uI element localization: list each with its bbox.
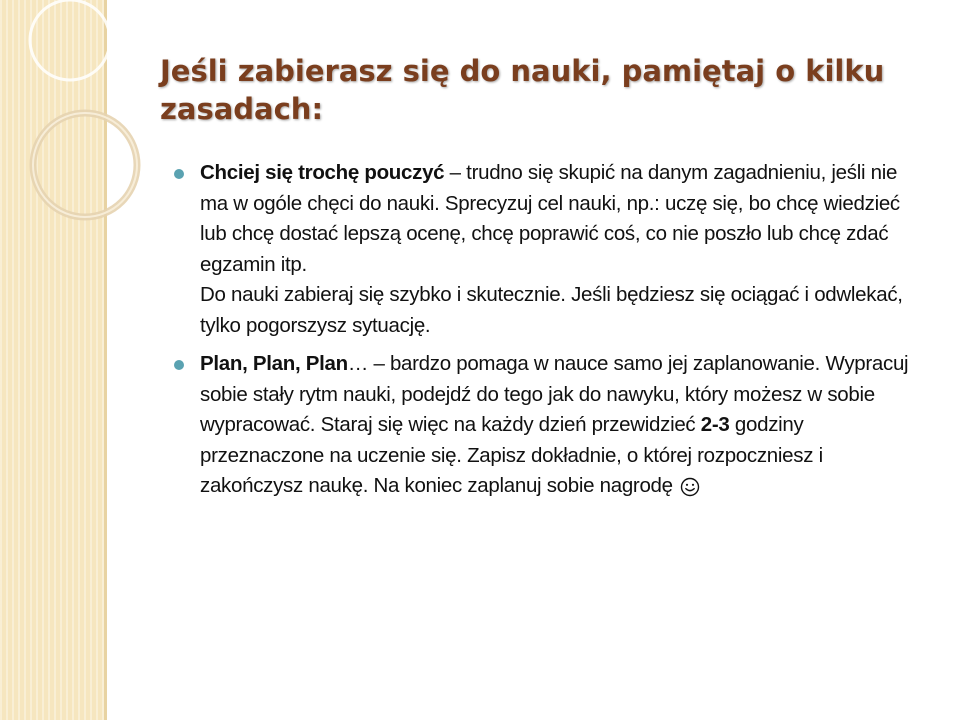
bullet-dot-icon xyxy=(174,169,184,179)
ring-bottom-inner xyxy=(33,113,137,217)
bullet-item-motivation xyxy=(174,158,930,341)
bullet-lead: Chciej się trochę pouczyć xyxy=(200,161,445,184)
decorative-rings xyxy=(0,0,160,260)
bullet-text: – trudno się skupić na danym zagadnieniu, jeśli nie ma w ogóle chęci do nauki. Sprecyzuj cel nauki, np.: uczę się, bo chcę wiedzieć lub chcę dostać lepszą ocenę, chcę poprawić coś, co nie poszło lub chcę zdać egzamin itp. xyxy=(200,161,900,276)
bullet-list xyxy=(174,158,930,510)
ring-top xyxy=(30,0,110,80)
bullet-paragraph xyxy=(200,158,930,341)
bullet-text-continuation: godziny przeznaczone na uczenie się. Zapisz dokładnie, o której rozpoczniesz i zakończysz naukę. Na koniec zaplanuj sobie nagrodę xyxy=(200,413,823,497)
hours-highlight: 2-3 xyxy=(700,413,730,436)
bullet-lead: Plan, Plan, Plan xyxy=(200,352,348,375)
slide-title: Jeśli zabierasz się do nauki, pamiętaj o kilku zasadach: xyxy=(160,54,885,126)
bullet-item-plan xyxy=(174,349,930,502)
bullet-dot-icon xyxy=(174,360,184,370)
smiley-face-icon xyxy=(680,477,700,497)
bullet-paragraph xyxy=(200,349,930,502)
bullet-text: … – bardzo pomaga w nauce samo jej zaplanowanie. Wypracuj sobie stały rytm nauki, podejdź do tego jak do nawyku, który możesz w sobie wypracować. Staraj się więc na każdy dzień przewidzieć xyxy=(200,352,909,436)
bullet-text-continuation: Do nauki zabieraj się szybko i skutecznie. Jeśli będziesz się ociągać i odwlekać, tylko pogorszysz sytuację. xyxy=(200,283,903,337)
